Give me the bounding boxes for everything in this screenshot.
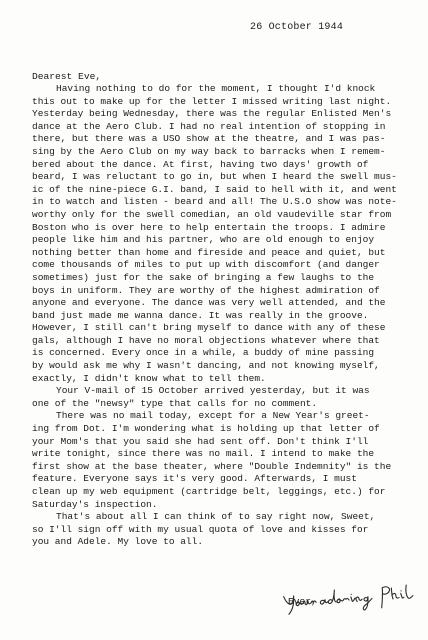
letter-line: is concerned. Every once in a while, a buddy of mine passing — [32, 347, 375, 359]
letter-line: band just made me wanna dance. It was really in the groove. — [32, 309, 369, 321]
letter-line: so I'll sign off with my usual quota of love and kisses for — [32, 523, 369, 535]
salutation: Dearest Eve, — [32, 71, 102, 82]
letter-line: first show at the base theater, where "Double Indemnity" is the — [32, 460, 392, 472]
letter-line: feature. Everyone says it's very good. Afterwards, I must — [32, 473, 357, 485]
letter-line: you and Adele. My love to all. — [32, 536, 204, 548]
letter-line: write tonight, since there was no mail. I intend to make the — [32, 448, 375, 460]
letter-line: bered about the dance. At first, having two days' growth of — [32, 158, 369, 170]
letter-line: ing from Dot. I'm wondering what is holding up that letter of — [32, 423, 380, 435]
letter-line: gals, although I have no moral objections whatever where that — [32, 334, 380, 346]
letter-line: That's about all I can think of to say right now, Sweet, — [56, 511, 376, 523]
letter-line: boys in uniform. They are worthy of the highest admiration of — [32, 284, 380, 296]
letter-line: exactly, I didn't know what to tell them. — [32, 372, 266, 384]
letter-line: nothing better than home and fireside and peace and quiet, but — [32, 246, 386, 258]
letter-line: beard, I was reluctant to go in, but when I heard the swell mus- — [32, 171, 397, 183]
letter-line: Yesterday being Wednesday, there was the regular Enlisted Men's — [32, 108, 392, 120]
handwritten-signature — [281, 581, 417, 616]
closing: Ever, — [288, 596, 317, 607]
letter-line: one of the "newsy" type that calls for no comment. — [32, 397, 318, 409]
letter-line: Having nothing to do for the moment, I thought I'd knock — [56, 83, 376, 94]
letter-line: by would ask me why I wasn't dancing, and not knowing myself, — [32, 360, 380, 372]
letter-date: 26 October 1944 — [250, 22, 344, 33]
letter-line: sometimes) just for the sake of bringing a few laughs to the — [32, 271, 375, 283]
letter-line: anyone and everyone. The dance was very well attended, and the — [32, 297, 386, 309]
letter-line: your Mom's that you said she had sent off. Don't think I'll — [32, 435, 369, 447]
letter-body — [32, 83, 424, 549]
letter-line: There was no mail today, except for a New Year's greet- — [56, 410, 370, 422]
letter-line: worthy only for the swell comedian, an old vaudeville star from — [32, 208, 392, 220]
letter-line: ic of the nine-piece G.I. band, I said to hell with it, and went — [32, 183, 397, 195]
letter-line: dance at the Aero Club. I had no real intention of stopping in — [32, 120, 386, 132]
letter-line: sing by the Aero Club on my way back to barracks when I remem- — [32, 145, 386, 157]
letter-line: this out to make up for the letter I missed writing last night. — [32, 95, 392, 107]
letter-line: Your V-mail of 15 October arrived yesterday, but it was — [56, 385, 370, 397]
letter-line: there, but there was a USO show at the theatre, and I was pas- — [32, 133, 386, 145]
letter-line: Saturday's inspection. — [32, 498, 158, 510]
signature-graphic — [281, 581, 417, 616]
letter-line: Boston who is over here to help entertain the troops. I admire — [32, 221, 386, 233]
letter-line: come thousands of miles to put up with discomfort (and danger — [32, 259, 380, 271]
letter-line: However, I still can't bring myself to dance with any of these — [32, 322, 386, 334]
letter-line: clean up my web equipment (cartridge belt, leggings, etc.) for — [32, 486, 386, 497]
letter-line: people like him and his partner, who are old enough to enjoy — [32, 234, 375, 246]
letter-line: in to watch and listen - beard and all! The U.S.O show was note- — [32, 196, 397, 208]
